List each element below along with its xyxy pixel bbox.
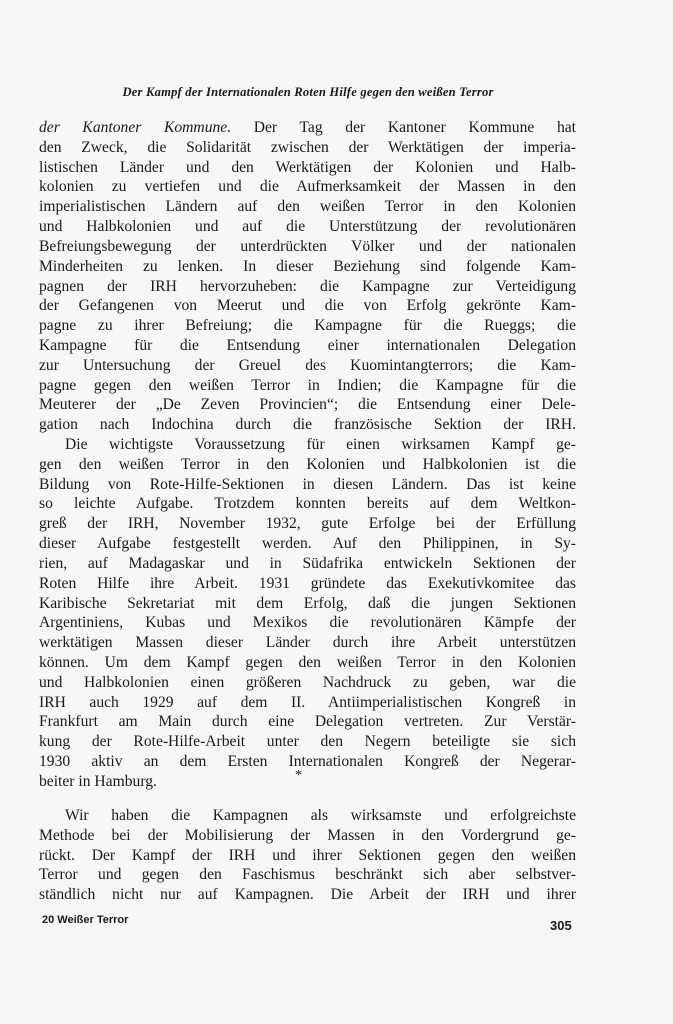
running-head: Der Kampf der Internationalen Roten Hilfe gegen den weißen Terror	[122, 85, 494, 99]
paragraph-2-line: gen den weißen Terror in den Kolonien und Halbkolonien ist die	[39, 455, 576, 473]
paragraph-1-line: gation nach Indochina durch die französische Sektion der IRH.	[39, 416, 576, 434]
section-separator: *	[295, 768, 302, 783]
paragraph-1-line: kolonien zu vertiefen und die Aufmerksamkeit der Massen in den	[39, 178, 576, 196]
paragraph-1-line: Meuterer der „De Zeven Provincien“; die Entsendung einer Dele-	[39, 396, 576, 414]
paragraph-1-line: Minderheiten zu lenken. In dieser Beziehung sind folgende Kam-	[39, 257, 576, 275]
paragraph-2-line: IRH auch 1929 auf dem II. Antiimperialistischen Kongreß in	[39, 693, 576, 711]
paragraph-2-line: Karibische Sekretariat mit dem Erfolg, daß die jungen Sektionen	[39, 594, 576, 612]
paragraph-1-line: Befreiungsbewegung der unterdrückten Völker und der nationalen	[39, 237, 576, 255]
paragraph-1-line: listischen Länder und den Werktätigen der Kolonien und Halb-	[39, 158, 576, 176]
footer-signature: 20 Weißer Terror	[42, 914, 129, 926]
paragraph-2-line: Argentiniens, Kubas und Mexikos die revolutionären Kämpfe der	[39, 614, 576, 632]
paragraph-3-line: Terror und gegen den Faschismus beschränkt sich aber selbstver-	[39, 866, 576, 884]
paragraph-1-line: pagne gegen den weißen Terror in Indien; die Kampagne für die	[39, 376, 576, 394]
paragraph-2-line: Die wichtigste Voraussetzung für einen wirksamen Kampf ge-	[65, 436, 576, 453]
paragraph-2-line: rien, auf Madagaskar und in Südafrika entwickeln Sektionen der	[39, 554, 576, 572]
paragraph-2-line: dieser Aufgabe festgestellt werden. Auf den Philippinen, in Sy-	[39, 535, 576, 553]
paragraph-1-line: zur Untersuchung der Greuel des Kuomintangterrors; die Kam-	[39, 356, 576, 374]
paragraph-1-line-text: Der Tag der Kantoner Kommune hat	[231, 119, 576, 136]
paragraph-1-line: imperialistischen Ländern auf den weißen Terror in den Kolonien	[39, 198, 576, 216]
italic-lead: der Kantoner Kommune.	[39, 119, 232, 136]
paragraph-3-line: rückt. Der Kampf der IRH und ihrer Sektionen gegen den weißen	[39, 846, 576, 864]
page-number: 305	[550, 918, 572, 933]
paragraph-1-line: Kampagne für die Entsendung einer internationalen Delegation	[39, 336, 576, 354]
paragraph-2-line: werktätigen Massen dieser Länder durch ihre Arbeit unterstützen	[39, 634, 576, 652]
paragraph-2-line: Roten Hilfe ihre Arbeit. 1931 gründete das Exekutivkomitee das	[39, 574, 576, 592]
paragraph-2-line: greß der IRH, November 1932, gute Erfolge bei der Erfüllung	[39, 515, 576, 533]
paragraph-1-line	[39, 118, 576, 138]
paragraph-1-line: der Gefangenen von Meerut und die von Erfolg gekrönte Kam-	[39, 297, 576, 315]
paragraph-2-line: so leichte Aufgabe. Trotzdem konnten bereits auf dem Weltkon-	[39, 495, 576, 513]
paragraph-3-line: Wir haben die Kampagnen als wirksamste und erfolgreichste	[65, 807, 576, 824]
paragraph-1-line: pagne zu ihrer Befreiung; die Kampagne für die Rueggs; die	[39, 317, 576, 335]
paragraph-2-line: kung der Rote-Hilfe-Arbeit unter den Negern beteiligte sie sich	[39, 733, 576, 751]
paragraph-2-line: Frankfurt am Main durch eine Delegation vertreten. Zur Verstär-	[39, 713, 576, 731]
paragraph-2-line: können. Um dem Kampf gegen den weißen Terror in den Kolonien	[39, 653, 576, 671]
body-text-lower	[39, 806, 576, 905]
paragraph-3-line: Methode bei der Mobilisierung der Massen in den Vordergrund ge-	[39, 826, 576, 844]
paragraph-2-line: und Halbkolonien einen größeren Nachdruck zu geben, war die	[39, 673, 576, 691]
paragraph-2-line: 1930 aktiv an dem Ersten Internationalen Kongreß der Negerar-	[39, 753, 576, 770]
paragraph-2-line: Bildung von Rote-Hilfe-Sektionen in diesen Ländern. Das ist keine	[39, 475, 576, 493]
paragraph-1-line: pagnen der IRH hervorzuheben: die Kampagne zur Verteidigung	[39, 277, 576, 295]
paragraph-3-line: ständlich nicht nur auf Kampagnen. Die Arbeit der IRH und ihrer	[39, 886, 576, 904]
paragraph-1-line: den Zweck, die Solidarität zwischen der Werktätigen der imperia-	[39, 138, 576, 156]
paragraph-1-line: und Halbkolonien und auf die Unterstützung der revolutionären	[39, 218, 576, 236]
paragraph-2-line: beiter in Hamburg.	[39, 772, 157, 790]
body-text-upper	[39, 118, 576, 792]
